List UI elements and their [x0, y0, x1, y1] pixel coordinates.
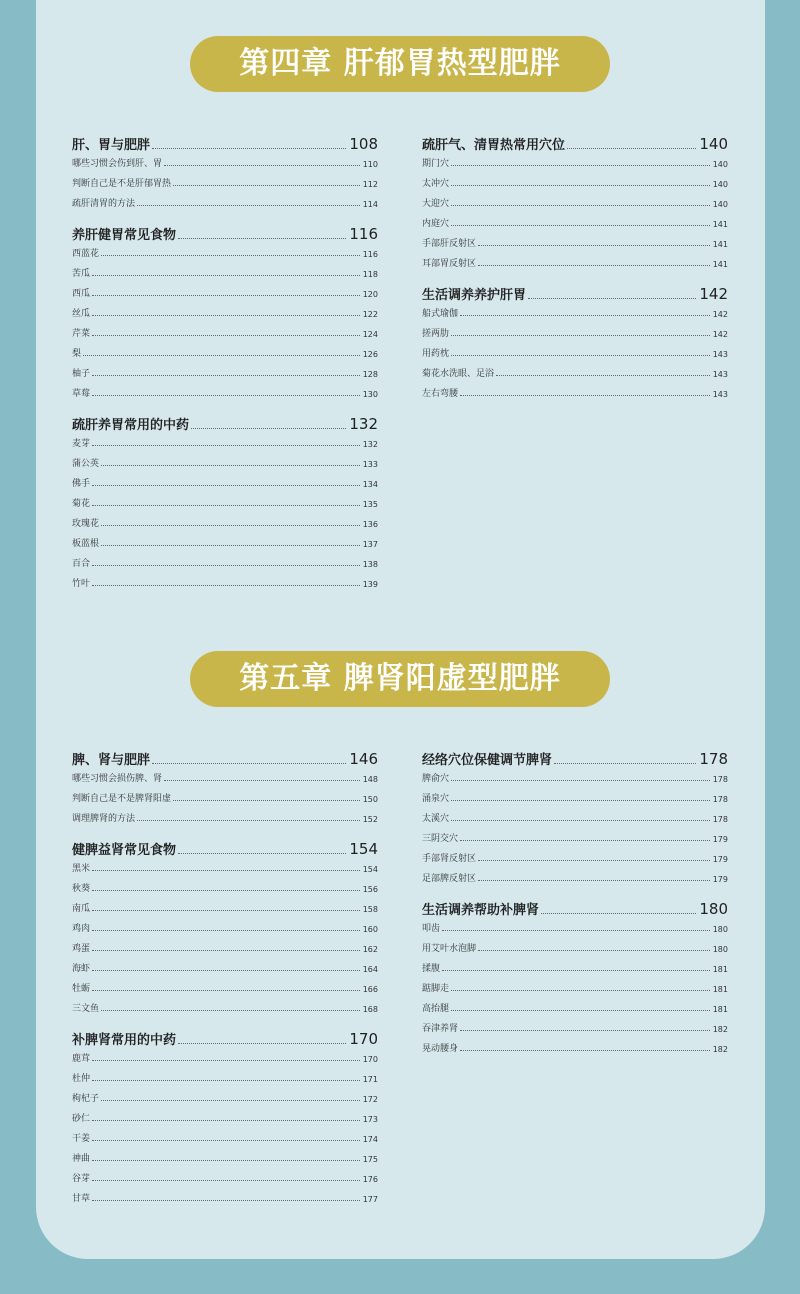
- entry-page-number: 112: [362, 180, 378, 189]
- entry-page-number: 126: [362, 350, 378, 359]
- dot-leader: [460, 395, 710, 396]
- entry-title: 吞津养肾: [422, 1024, 459, 1034]
- dot-leader: [451, 1010, 710, 1011]
- toc-section-heading[interactable]: [422, 896, 728, 918]
- entry-page-number: 179: [712, 855, 728, 864]
- entry-title: 用艾叶水泡脚: [422, 944, 477, 954]
- toc-entry[interactable]: [72, 305, 378, 319]
- dot-leader: [460, 315, 710, 316]
- toc-entry[interactable]: [72, 880, 378, 894]
- dot-leader: [101, 1100, 360, 1101]
- entry-page-number: 140: [712, 180, 728, 189]
- dot-leader: [173, 185, 360, 186]
- toc-entry[interactable]: [422, 305, 728, 319]
- entry-page-number: 182: [712, 1025, 728, 1034]
- dot-leader: [164, 165, 360, 166]
- entry-page-number: 140: [712, 200, 728, 209]
- toc-entry[interactable]: [422, 1040, 728, 1054]
- entry-page-number: 118: [362, 270, 378, 279]
- dot-leader: [92, 1140, 360, 1141]
- entry-title: 玫瑰花: [72, 519, 100, 529]
- entry-title: 疏肝清胃的方法: [72, 199, 136, 209]
- toc-entry[interactable]: [422, 175, 728, 189]
- section-title: 生活调养养护肝胃: [422, 288, 527, 303]
- toc-entry[interactable]: [72, 385, 378, 399]
- section-page-number: 146: [349, 750, 378, 768]
- entry-page-number: 160: [362, 925, 378, 934]
- toc-entry[interactable]: [72, 940, 378, 954]
- dot-leader: [451, 225, 710, 226]
- entry-title: 鸡蛋: [72, 944, 91, 954]
- entry-page-number: 141: [712, 220, 728, 229]
- entry-page-number: 138: [362, 560, 378, 569]
- dot-leader: [567, 148, 696, 149]
- entry-title: 砂仁: [72, 1114, 91, 1124]
- dot-leader: [92, 1120, 360, 1121]
- dot-leader: [83, 355, 360, 356]
- entry-title: 鹿茸: [72, 1054, 91, 1064]
- dot-leader: [528, 298, 696, 299]
- toc-entry[interactable]: [422, 365, 728, 379]
- dot-leader: [92, 485, 360, 486]
- entry-page-number: 136: [362, 520, 378, 529]
- dot-leader: [451, 820, 710, 821]
- entry-title: 甘草: [72, 1194, 91, 1204]
- dot-leader: [442, 970, 710, 971]
- entry-title: 菊花水洗眼、足浴: [422, 369, 495, 379]
- entry-title: 三阴交穴: [422, 834, 459, 844]
- entry-page-number: 180: [712, 945, 728, 954]
- entry-page-number: 180: [712, 925, 728, 934]
- entry-page-number: 174: [362, 1135, 378, 1144]
- toc-entry[interactable]: [72, 245, 378, 259]
- entry-page-number: 178: [712, 775, 728, 784]
- entry-title: 神曲: [72, 1154, 91, 1164]
- dot-leader: [101, 545, 360, 546]
- entry-title: 干姜: [72, 1134, 91, 1144]
- dot-leader: [101, 465, 360, 466]
- dot-leader: [460, 1050, 710, 1051]
- toc-entry[interactable]: [72, 1190, 378, 1204]
- dot-leader: [92, 950, 360, 951]
- entry-title: 船式瑜伽: [422, 309, 459, 319]
- toc-entry[interactable]: [72, 345, 378, 359]
- entry-page-number: 181: [712, 965, 728, 974]
- entry-title: 高抬腿: [422, 1004, 450, 1014]
- toc-entry[interactable]: [72, 810, 378, 824]
- entry-page-number: 181: [712, 985, 728, 994]
- entry-page-number: 179: [712, 875, 728, 884]
- dot-leader: [92, 315, 360, 316]
- toc-entry[interactable]: [72, 770, 378, 784]
- section-page-number: 154: [349, 840, 378, 858]
- entry-title: 谷芽: [72, 1174, 91, 1184]
- entry-title: 手部肾反射区: [422, 854, 477, 864]
- chapter-4-title: 第四章 肝郁胃热型肥胖: [190, 36, 610, 92]
- dot-leader: [178, 1043, 346, 1044]
- entry-page-number: 140: [712, 160, 728, 169]
- dot-leader: [92, 1060, 360, 1061]
- dot-leader: [92, 275, 360, 276]
- toc-entry[interactable]: [72, 920, 378, 934]
- entry-page-number: 139: [362, 580, 378, 589]
- toc-entry[interactable]: [422, 830, 728, 844]
- dot-leader: [451, 185, 710, 186]
- dot-leader: [451, 355, 710, 356]
- toc-entry[interactable]: [72, 535, 378, 549]
- entry-page-number: 181: [712, 1005, 728, 1014]
- toc-entry[interactable]: [72, 960, 378, 974]
- dot-leader: [92, 990, 360, 991]
- entry-title: 期门穴: [422, 159, 450, 169]
- entry-page-number: 122: [362, 310, 378, 319]
- section-page-number: 178: [699, 750, 728, 768]
- dot-leader: [92, 505, 360, 506]
- entry-page-number: 133: [362, 460, 378, 469]
- dot-leader: [137, 820, 360, 821]
- entry-title: 涌泉穴: [422, 794, 450, 804]
- entry-page-number: 141: [712, 260, 728, 269]
- toc-entry[interactable]: [422, 345, 728, 359]
- entry-title: 蒲公英: [72, 459, 100, 469]
- entry-title: 搓两肋: [422, 329, 450, 339]
- dot-leader: [178, 238, 346, 239]
- entry-title: 足部脾反射区: [422, 874, 477, 884]
- toc-entry[interactable]: [72, 575, 378, 589]
- toc-entry[interactable]: [422, 195, 728, 209]
- dot-leader: [92, 295, 360, 296]
- toc-section-heading[interactable]: [72, 131, 378, 153]
- dot-leader: [451, 990, 710, 991]
- dot-leader: [478, 860, 710, 861]
- toc-section-heading[interactable]: [422, 131, 728, 153]
- dot-leader: [451, 165, 710, 166]
- toc-entry[interactable]: [422, 790, 728, 804]
- entry-page-number: 142: [712, 330, 728, 339]
- entry-page-number: 148: [362, 775, 378, 784]
- dot-leader: [554, 763, 696, 764]
- section-title: 养肝健胃常见食物: [72, 228, 177, 243]
- dot-leader: [92, 1180, 360, 1181]
- entry-page-number: 178: [712, 815, 728, 824]
- section-title: 疏肝养胃常用的中药: [72, 418, 190, 433]
- dot-leader: [92, 970, 360, 971]
- entry-title: 菊花: [72, 499, 91, 509]
- section-title: 补脾肾常用的中药: [72, 1033, 177, 1048]
- toc-section-heading[interactable]: [72, 411, 378, 433]
- dot-leader: [92, 565, 360, 566]
- entry-page-number: 135: [362, 500, 378, 509]
- toc-entry[interactable]: [422, 870, 728, 884]
- entry-page-number: 177: [362, 1195, 378, 1204]
- toc-entry[interactable]: [72, 1150, 378, 1164]
- entry-page-number: 141: [712, 240, 728, 249]
- entry-title: 踮脚走: [422, 984, 450, 994]
- dot-leader: [137, 205, 360, 206]
- entry-title: 脾俞穴: [422, 774, 450, 784]
- entry-page-number: 114: [362, 200, 378, 209]
- entry-page-number: 143: [712, 350, 728, 359]
- dot-leader: [442, 930, 710, 931]
- section-page-number: 116: [349, 225, 378, 243]
- toc-entry[interactable]: [72, 495, 378, 509]
- entry-page-number: 166: [362, 985, 378, 994]
- toc-entry[interactable]: [72, 175, 378, 189]
- dot-leader: [92, 1160, 360, 1161]
- toc-entry[interactable]: [422, 255, 728, 269]
- dot-leader: [92, 335, 360, 336]
- toc-entry[interactable]: [72, 860, 378, 874]
- entry-page-number: 128: [362, 370, 378, 379]
- dot-leader: [460, 840, 710, 841]
- toc-section-heading[interactable]: [72, 836, 378, 858]
- toc-entry[interactable]: [72, 980, 378, 994]
- entry-page-number: 134: [362, 480, 378, 489]
- dot-leader: [164, 780, 360, 781]
- toc-entry[interactable]: [72, 515, 378, 529]
- dot-leader: [451, 205, 710, 206]
- entry-title: 手部肝反射区: [422, 239, 477, 249]
- toc-entry[interactable]: [72, 1130, 378, 1144]
- entry-title: 枸杞子: [72, 1094, 100, 1104]
- section-title: 生活调养帮助补脾肾: [422, 903, 540, 918]
- toc-entry[interactable]: [72, 1110, 378, 1124]
- entry-page-number: 120: [362, 290, 378, 299]
- section-title: 脾、肾与肥胖: [72, 753, 151, 768]
- entry-title: 鸡肉: [72, 924, 91, 934]
- entry-page-number: 152: [362, 815, 378, 824]
- entry-page-number: 171: [362, 1075, 378, 1084]
- entry-title: 竹叶: [72, 579, 91, 589]
- section-page-number: 140: [699, 135, 728, 153]
- toc-entry[interactable]: [72, 285, 378, 299]
- entry-title: 草莓: [72, 389, 91, 399]
- toc-entry[interactable]: [422, 1020, 728, 1034]
- entry-page-number: 150: [362, 795, 378, 804]
- entry-title: 左右弯腰: [422, 389, 459, 399]
- toc-section-heading[interactable]: [72, 221, 378, 243]
- entry-title: 大迎穴: [422, 199, 450, 209]
- toc-entry[interactable]: [72, 325, 378, 339]
- toc-entry[interactable]: [72, 1050, 378, 1064]
- toc-entry[interactable]: [72, 1000, 378, 1014]
- dot-leader: [152, 148, 346, 149]
- dot-leader: [92, 445, 360, 446]
- entry-page-number: 182: [712, 1045, 728, 1054]
- toc-entry[interactable]: [422, 960, 728, 974]
- toc-entry[interactable]: [422, 235, 728, 249]
- entry-title: 苦瓜: [72, 269, 91, 279]
- toc-entry[interactable]: [72, 435, 378, 449]
- entry-page-number: 142: [712, 310, 728, 319]
- entry-title: 梨: [72, 349, 82, 359]
- toc-entry[interactable]: [72, 155, 378, 169]
- dot-leader: [92, 395, 360, 396]
- dot-leader: [92, 1080, 360, 1081]
- toc-entry[interactable]: [72, 365, 378, 379]
- entry-title: 耳部胃反射区: [422, 259, 477, 269]
- dot-leader: [541, 913, 696, 914]
- toc-entry[interactable]: [72, 195, 378, 209]
- entry-page-number: 156: [362, 885, 378, 894]
- toc-entry[interactable]: [72, 1090, 378, 1104]
- dot-leader: [478, 245, 710, 246]
- entry-page-number: 178: [712, 795, 728, 804]
- entry-page-number: 124: [362, 330, 378, 339]
- dot-leader: [92, 890, 360, 891]
- toc-entry[interactable]: [72, 555, 378, 569]
- toc-entry[interactable]: [72, 475, 378, 489]
- dot-leader: [92, 910, 360, 911]
- section-page-number: 180: [699, 900, 728, 918]
- toc-entry[interactable]: [422, 940, 728, 954]
- toc-entry[interactable]: [72, 265, 378, 279]
- entry-page-number: 172: [362, 1095, 378, 1104]
- dot-leader: [101, 525, 360, 526]
- entry-page-number: 158: [362, 905, 378, 914]
- entry-page-number: 173: [362, 1115, 378, 1124]
- entry-title: 杜仲: [72, 1074, 91, 1084]
- toc-section-heading[interactable]: [72, 1026, 378, 1048]
- dot-leader: [451, 335, 710, 336]
- dot-leader: [478, 880, 710, 881]
- entry-page-number: 170: [362, 1055, 378, 1064]
- entry-title: 柚子: [72, 369, 91, 379]
- entry-title: 叩齿: [422, 924, 441, 934]
- toc-section-heading[interactable]: [72, 746, 378, 768]
- entry-title: 判断自己是不是肝郁胃热: [72, 179, 172, 189]
- dot-leader: [152, 763, 346, 764]
- chapter-5-title: 第五章 脾肾阳虚型肥胖: [190, 651, 610, 707]
- section-page-number: 142: [699, 285, 728, 303]
- entry-page-number: 162: [362, 945, 378, 954]
- entry-title: 板蓝根: [72, 539, 100, 549]
- toc-entry[interactable]: [72, 455, 378, 469]
- entry-title: 西瓜: [72, 289, 91, 299]
- entry-title: 太溪穴: [422, 814, 450, 824]
- dot-leader: [478, 265, 710, 266]
- section-title: 疏肝气、清胃热常用穴位: [422, 138, 566, 153]
- dot-leader: [92, 585, 360, 586]
- entry-title: 揉腹: [422, 964, 441, 974]
- entry-title: 哪些习惯会损伤脾、肾: [72, 774, 163, 784]
- toc-entry[interactable]: [422, 1000, 728, 1014]
- toc-entry[interactable]: [72, 900, 378, 914]
- toc-entry[interactable]: [422, 215, 728, 229]
- section-title: 健脾益肾常见食物: [72, 843, 177, 858]
- toc-entry[interactable]: [72, 1070, 378, 1084]
- dot-leader: [191, 428, 346, 429]
- dot-leader: [92, 1200, 360, 1201]
- entry-title: 百合: [72, 559, 91, 569]
- toc-entry[interactable]: [422, 770, 728, 784]
- entry-title: 丝瓜: [72, 309, 91, 319]
- entry-page-number: 168: [362, 1005, 378, 1014]
- dot-leader: [478, 950, 710, 951]
- section-title: 肝、胃与肥胖: [72, 138, 151, 153]
- dot-leader: [460, 1030, 710, 1031]
- entry-page-number: 164: [362, 965, 378, 974]
- section-title: 经络穴位保健调节脾肾: [422, 753, 553, 768]
- entry-page-number: 175: [362, 1155, 378, 1164]
- dot-leader: [101, 1010, 360, 1011]
- entry-page-number: 130: [362, 390, 378, 399]
- toc-entry[interactable]: [72, 790, 378, 804]
- toc-entry[interactable]: [422, 155, 728, 169]
- entry-page-number: 137: [362, 540, 378, 549]
- entry-page-number: 154: [362, 865, 378, 874]
- entry-page-number: 176: [362, 1175, 378, 1184]
- entry-title: 太冲穴: [422, 179, 450, 189]
- entry-title: 用药枕: [422, 349, 450, 359]
- toc-entry[interactable]: [422, 810, 728, 824]
- entry-page-number: 110: [362, 160, 378, 169]
- toc-entry[interactable]: [422, 385, 728, 399]
- entry-title: 西蓝花: [72, 249, 100, 259]
- toc-entry[interactable]: [422, 920, 728, 934]
- dot-leader: [101, 255, 360, 256]
- entry-title: 芹菜: [72, 329, 91, 339]
- entry-page-number: 132: [362, 440, 378, 449]
- dot-leader: [496, 375, 710, 376]
- toc-section-heading[interactable]: [422, 746, 728, 768]
- entry-page-number: 179: [712, 835, 728, 844]
- entry-title: 调理脾肾的方法: [72, 814, 136, 824]
- entry-title: 秋葵: [72, 884, 91, 894]
- section-page-number: 170: [349, 1030, 378, 1048]
- entry-title: 黑米: [72, 864, 91, 874]
- dot-leader: [92, 930, 360, 931]
- entry-page-number: 143: [712, 370, 728, 379]
- entry-title: 佛手: [72, 479, 91, 489]
- entry-title: 三文鱼: [72, 1004, 100, 1014]
- entry-title: 判断自己是不是脾肾阳虚: [72, 794, 172, 804]
- entry-title: 南瓜: [72, 904, 91, 914]
- section-page-number: 132: [349, 415, 378, 433]
- dot-leader: [451, 780, 710, 781]
- dot-leader: [92, 375, 360, 376]
- entry-title: 麦芽: [72, 439, 91, 449]
- toc-entry[interactable]: [422, 850, 728, 864]
- dot-leader: [178, 853, 346, 854]
- entry-page-number: 116: [362, 250, 378, 259]
- toc-entry[interactable]: [422, 980, 728, 994]
- entry-title: 牡蛎: [72, 984, 91, 994]
- section-page-number: 108: [349, 135, 378, 153]
- entry-title: 内庭穴: [422, 219, 450, 229]
- entry-title: 海虾: [72, 964, 91, 974]
- entry-page-number: 143: [712, 390, 728, 399]
- dot-leader: [173, 800, 360, 801]
- entry-title: 晃动腰身: [422, 1044, 459, 1054]
- dot-leader: [92, 870, 360, 871]
- toc-entry[interactable]: [422, 325, 728, 339]
- dot-leader: [451, 800, 710, 801]
- toc-entry[interactable]: [72, 1170, 378, 1184]
- toc-section-heading[interactable]: [422, 281, 728, 303]
- entry-title: 哪些习惯会伤到肝、胃: [72, 159, 163, 169]
